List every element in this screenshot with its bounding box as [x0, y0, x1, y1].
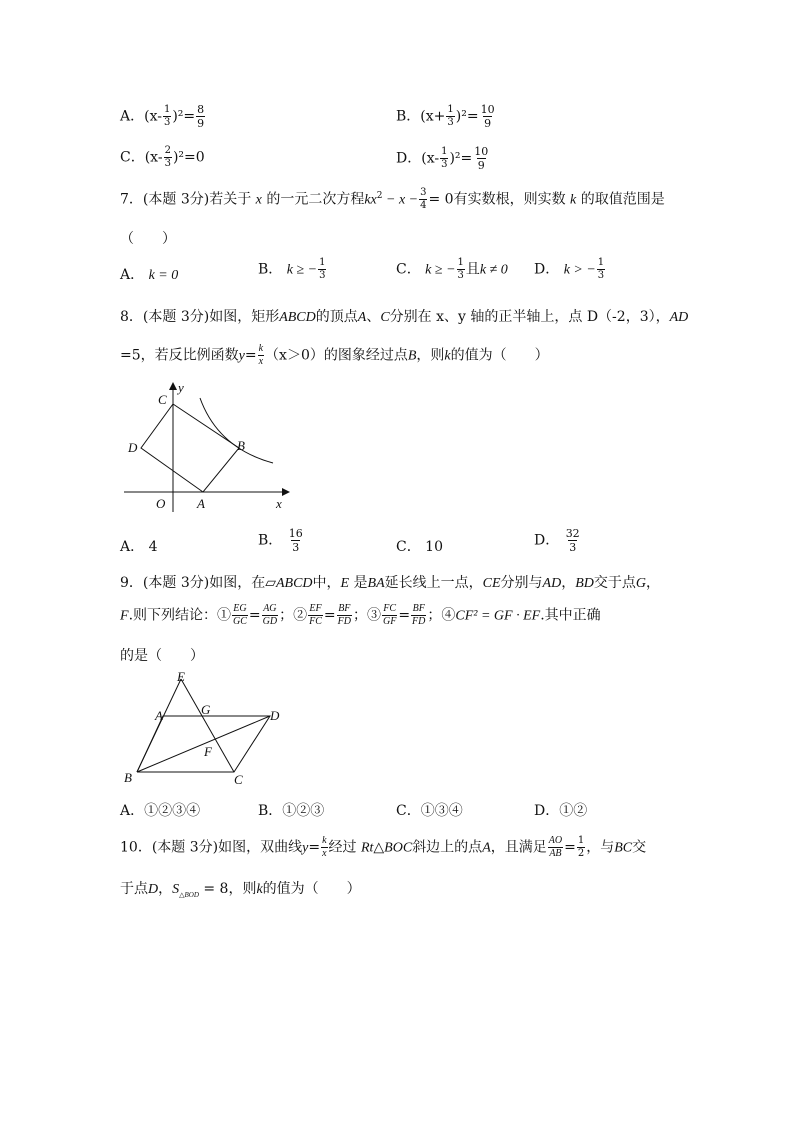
segment-be: [137, 679, 181, 772]
question-9-stem-line2: F.则下列结论：① $\frac{EG}{GC}$ = $\frac{AG}{GD}$ ；② $\frac{EF}{FC}$ = $\frac{BF}{FD}$ ；③ $\frac{FC}{GF}$ = $\frac{BF}{FD}$ ；④CF² = GF · EF.其中正确: [120, 603, 601, 627]
question-10-stem-line1: 10．(本题 3分)如图，双曲线y= $\frac{k}{x}$ 经过 Rt△BOC斜边上的点A，且满足 $\frac{AO}{AB}$ = $\frac{1}{2}$ ，与BC交: [120, 835, 647, 859]
rectangle-abcd: [141, 404, 239, 492]
question-8-stem-line1: 8．(本题 3分)如图，矩形ABCD的顶点A、C分别在 x、y 轴的正半轴上，点 D（-2，3），AD: [120, 309, 689, 325]
label-b: B: [124, 770, 132, 785]
q8-option-d[interactable]: D． $\frac{32}{3}$: [534, 527, 580, 554]
q6-option-a[interactable]: A．(x- $\frac{1}{3}$ )²= $\frac{8}{9}$: [120, 103, 205, 130]
label-a: A: [197, 496, 205, 511]
fraction: $\frac{1}{3}$: [441, 146, 448, 170]
q7-option-d[interactable]: D． k > − $\frac{1}{3}$: [534, 257, 605, 281]
q9-figure: [118, 670, 288, 788]
fraction: $\frac{1}{3}$: [163, 104, 171, 128]
q7-option-b[interactable]: B． k ≥ − $\frac{1}{3}$: [258, 257, 326, 281]
fraction: $\frac{10}{9}$: [474, 145, 489, 172]
label-d: D: [270, 708, 280, 723]
q6-option-d[interactable]: D．(x- $\frac{1}{3}$ )²= $\frac{10}{9}$: [396, 145, 489, 172]
label-a: A: [155, 708, 163, 723]
fraction: $\frac{10}{9}$: [480, 103, 495, 130]
label-g: G: [201, 702, 211, 717]
question-9-stem-line1: 9．(本题 3分)如图，在▱ABCD中，E 是BA延长线上一点，CE分别与AD，BD交于点G，: [120, 575, 661, 591]
question-8-stem-line2: =5，若反比例函数y= $\frac{k}{x}$ （x＞0）的图象经过点B，则k的值为（ ）: [120, 343, 549, 367]
label-c: C: [234, 772, 243, 787]
q6-option-c[interactable]: C．(x- $\frac{2}{3}$ )²=0: [120, 145, 205, 169]
q9-option-a[interactable]: A．①②③④: [120, 803, 201, 819]
q8-option-a[interactable]: A． 4: [120, 539, 158, 555]
q7-option-c[interactable]: C． k ≥ − $\frac{1}{3}$ 且k ≠ 0: [396, 257, 508, 281]
q8-option-b[interactable]: B． $\frac{16}{3}$: [258, 527, 303, 554]
fraction: $\frac{8}{9}$: [197, 103, 205, 130]
label-o: O: [156, 496, 166, 511]
question-7-stem: 7．(本题 3分)若关于 x 的一元二次方程$kx^2 - x$ − $\frac{3}{4}$ = 0有实数根，则实数 k 的取值范围是: [120, 187, 665, 211]
q7-option-a[interactable]: A． k = 0: [120, 267, 179, 283]
hyperbola-curve: [200, 398, 273, 463]
label-d: D: [128, 440, 138, 455]
q8-figure: [118, 378, 298, 513]
q9-option-c[interactable]: C．①③④: [396, 803, 463, 819]
question-10-stem-line2: 于点D，$S_{\triangle BOD} = 8$，则k的值为（ ）: [120, 881, 361, 899]
q9-option-b[interactable]: B．①②③: [258, 803, 325, 819]
q9-option-d[interactable]: D．①②: [534, 803, 588, 819]
label-c: C: [158, 392, 167, 407]
y-axis-arrow: [169, 382, 177, 390]
label-y: y: [178, 380, 184, 395]
label-e: E: [177, 670, 185, 684]
label-f: F: [204, 744, 212, 759]
q6-option-b[interactable]: B．(x+ $\frac{1}{3}$ )²= $\frac{10}{9}$: [396, 103, 495, 130]
fraction: $\frac{2}{3}$: [164, 145, 171, 169]
x-axis-arrow: [282, 488, 290, 496]
fraction: $\frac{1}{3}$: [447, 104, 454, 128]
answer-paren: （ ）: [120, 231, 176, 247]
label-b: B: [237, 438, 245, 453]
q8-option-c[interactable]: C． 10: [396, 539, 443, 555]
label-x: x: [276, 496, 282, 511]
question-9-stem-line3: 的是（ ）: [120, 648, 204, 664]
